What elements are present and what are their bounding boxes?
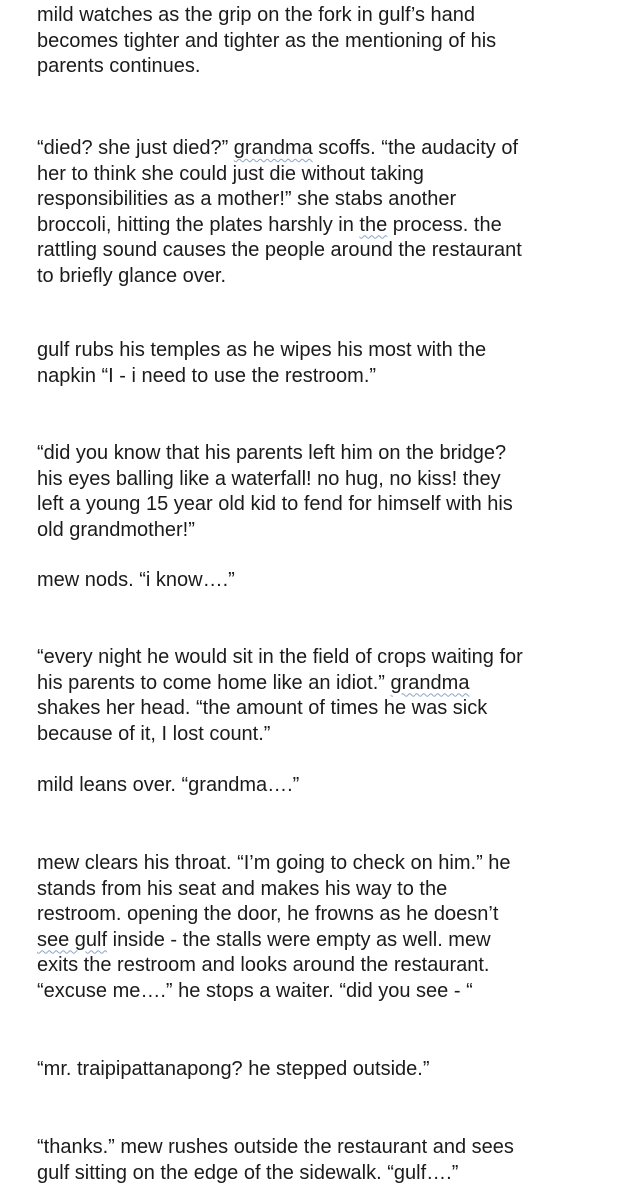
text-line: restroom. opening the door, he frowns as he doesn’t — [37, 903, 499, 925]
text-line: mild leans over. “grandma….” — [37, 774, 300, 796]
text-line: mild watches as the grip on the fork in gulf’s hand — [37, 4, 476, 26]
paragraph — [37, 1057, 429, 1083]
text-line: gulf sitting on the edge of the sidewalk. “gulf….” — [37, 1161, 459, 1184]
paragraph — [37, 1135, 514, 1186]
paragraph — [37, 136, 522, 289]
text-line: “every night he would sit in the field of crops waiting for — [37, 646, 523, 668]
text-line: “excuse me….” he stops a waiter. “did you see - “ — [37, 979, 473, 1002]
text-line: see gulf inside - the stalls were empty as well. mew — [37, 928, 491, 951]
text-line: to briefly glance over. — [37, 264, 226, 287]
text-line: old grandmother!” — [37, 518, 195, 541]
paragraph — [37, 773, 299, 799]
text-line: exits the restroom and looks around the restaurant. — [37, 954, 490, 976]
text-line: “mr. traipipattanapong? he stepped outside.” — [37, 1058, 430, 1080]
paragraph — [37, 3, 496, 80]
text-line: because of it, I lost count.” — [37, 722, 271, 745]
text-line: shakes her head. “the amount of times he was sick — [37, 697, 488, 719]
paragraph — [37, 441, 513, 543]
text-line: mew nods. “i know….” — [37, 569, 235, 591]
text-line: “died? she just died?” grandma scoffs. “the audacity of — [37, 137, 519, 159]
text-line: mew clears his throat. “I’m going to check on him.” he — [37, 852, 511, 874]
text-line: broccoli, hitting the plates harshly in the process. the — [37, 213, 502, 236]
text-line: “did you know that his parents left him on the bridge? — [37, 442, 507, 464]
paragraph — [37, 338, 486, 389]
text-line: becomes tighter and tighter as the mentioning of his — [37, 29, 497, 52]
text-line: her to think she could just die without taking — [37, 162, 424, 185]
text-line: gulf rubs his temples as he wipes his most with the — [37, 339, 487, 361]
text-line: responsibilities as a mother!” she stabs another — [37, 188, 457, 210]
spellcheck-underline: grandma — [390, 671, 470, 694]
text-line: “thanks.” mew rushes outside the restaurant and sees — [37, 1136, 514, 1158]
paragraph — [37, 851, 511, 1004]
text-line: rattling sound causes the people around the restaurant — [37, 239, 522, 261]
text-line: parents continues. — [37, 55, 201, 77]
spellcheck-underline: grandma — [233, 137, 313, 159]
spellcheck-underline: the — [359, 213, 388, 236]
text-line: his parents to come home like an idiot.” grandma — [37, 671, 470, 694]
text-line: his eyes balling like a waterfall! no hug, no kiss! they — [37, 467, 501, 490]
text-line: napkin “I - i need to use the restroom.” — [37, 364, 377, 387]
spellcheck-underline: see gulf — [37, 928, 108, 951]
paragraph — [37, 568, 235, 594]
text-line: stands from his seat and makes his way to the — [37, 877, 448, 900]
paragraph — [37, 645, 523, 747]
text-line: left a young 15 year old kid to fend for himself with his — [37, 493, 513, 515]
